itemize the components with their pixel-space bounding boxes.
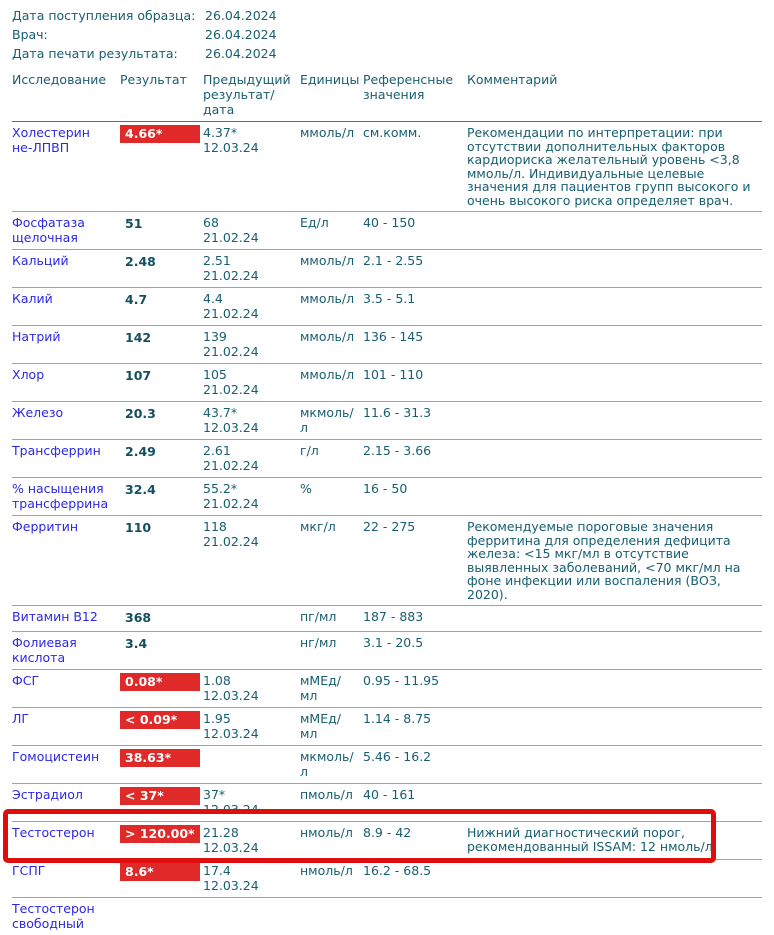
previous-value: 55.2* (203, 481, 238, 496)
table-row (12, 632, 762, 670)
reference-range: 11.6 - 31.3 (363, 405, 432, 420)
result-value-flagged: 0.08* (120, 673, 200, 691)
result-cell (120, 329, 203, 359)
units: нмоль/л (300, 825, 353, 840)
reference-range: 136 - 145 (363, 329, 424, 344)
units: нмоль/л (300, 863, 353, 878)
result-value-flagged: 8.6* (120, 863, 200, 881)
previous-date: 12.03.24 (203, 802, 259, 817)
result-cell (120, 863, 203, 893)
units: ммоль/л (300, 367, 355, 382)
units: пг/мл (300, 609, 337, 624)
comment (467, 367, 762, 397)
result-value: 51 (125, 216, 143, 231)
table-row (12, 708, 762, 746)
previous-date: 21.02.24 (203, 458, 259, 473)
table-row (12, 326, 762, 364)
result-cell (120, 749, 203, 779)
previous-result (203, 749, 300, 779)
comment (467, 901, 762, 931)
column-header-result: Результат (120, 72, 187, 87)
comment (467, 749, 762, 779)
result-cell (120, 215, 203, 245)
units: ммоль/л (300, 125, 355, 140)
result-cell (120, 367, 203, 397)
previous-date: 12.03.24 (203, 140, 259, 155)
reference-range: 3.1 - 20.5 (363, 635, 424, 650)
reference-range: 1.14 - 8.75 (363, 711, 432, 726)
test-name: Гомоцистеин (12, 749, 100, 764)
meta-label: Дата печати результата: (12, 46, 178, 61)
previous-value: 17.4 (203, 863, 231, 878)
test-name: Эстрадиол (12, 787, 83, 802)
previous-date: 12.03.24 (203, 840, 259, 855)
previous-date: 21.02.24 (203, 230, 259, 245)
comment (467, 863, 762, 893)
test-name: Хлор (12, 367, 45, 382)
result-cell (120, 825, 203, 855)
result-cell (120, 901, 203, 931)
result-value: 368 (125, 610, 152, 625)
previous-value: 1.95 (203, 711, 231, 726)
meta-label: Дата поступления образца: (12, 8, 196, 23)
previous-date: 21.02.24 (203, 496, 259, 511)
previous-result (203, 609, 300, 627)
units: % (300, 481, 312, 496)
table-header-row (12, 72, 762, 122)
result-cell (120, 443, 203, 473)
table-row (12, 288, 762, 326)
reference-range: 5.46 - 16.2 (363, 749, 432, 764)
comment (467, 635, 762, 665)
previous-date: 12.03.24 (203, 726, 259, 741)
units: ммоль/л (300, 329, 355, 344)
table-row (12, 606, 762, 632)
table-row (12, 122, 762, 212)
meta-label: Врач: (12, 27, 48, 42)
test-name: Фолиевая кислота (12, 635, 77, 665)
previous-value: 2.51 (203, 253, 231, 268)
previous-date: 21.02.24 (203, 344, 259, 359)
result-cell (120, 787, 203, 817)
previous-result (203, 329, 300, 359)
result-value: 4.7 (125, 292, 148, 307)
table-row (12, 516, 762, 606)
previous-date: 12.03.24 (203, 688, 259, 703)
previous-date: 21.02.24 (203, 534, 259, 549)
test-name: % насыщения трансферрина (12, 481, 109, 511)
previous-value: 2.61 (203, 443, 231, 458)
reference-range: 16 - 50 (363, 481, 408, 496)
units: мМЕд/мл (300, 673, 341, 703)
previous-value: 37* (203, 787, 226, 802)
result-cell (120, 405, 203, 435)
previous-date: 21.02.24 (203, 382, 259, 397)
units: г/л (300, 443, 319, 458)
result-value-flagged: > 120.00* (120, 825, 200, 843)
reference-range: 0.95 - 11.95 (363, 673, 440, 688)
table-row (12, 822, 762, 860)
units: мМЕд/мл (300, 711, 341, 741)
test-name: Фосфатаза щелочная (12, 215, 85, 245)
meta-value: 26.04.2024 (205, 8, 277, 23)
units: мкмоль/л (300, 405, 354, 435)
previous-result (203, 367, 300, 397)
meta-value: 26.04.2024 (205, 46, 277, 61)
result-value: 2.49 (125, 444, 156, 459)
result-cell (120, 711, 203, 741)
result-cell (120, 519, 203, 601)
test-name: ГСПГ (12, 863, 46, 878)
units: ммоль/л (300, 291, 355, 306)
previous-value: 68 (203, 215, 219, 230)
previous-result (203, 125, 300, 207)
result-cell (120, 291, 203, 321)
comment (467, 787, 762, 817)
reference-range: 2.15 - 3.66 (363, 443, 432, 458)
previous-result (203, 635, 300, 665)
units: мкг/л (300, 519, 336, 534)
comment (467, 329, 762, 359)
reference-range: 2.1 - 2.55 (363, 253, 424, 268)
result-cell (120, 125, 203, 207)
previous-value: 118 (203, 519, 227, 534)
previous-result (203, 519, 300, 601)
table-row (12, 440, 762, 478)
table-body (12, 122, 762, 935)
reference-range: 40 - 150 (363, 215, 416, 230)
comment (467, 253, 762, 283)
units: ммоль/л (300, 253, 355, 268)
units: пмоль/л (300, 787, 353, 802)
test-name: Кальций (12, 253, 69, 268)
table-row (12, 860, 762, 898)
result-value: 107 (125, 368, 152, 383)
table-row (12, 784, 762, 822)
previous-date: 12.03.24 (203, 878, 259, 893)
comment (467, 405, 762, 435)
table-row (12, 212, 762, 250)
result-cell (120, 635, 203, 665)
result-value: 2.48 (125, 254, 156, 269)
result-cell (120, 609, 203, 627)
reference-range: см.комм. (363, 125, 422, 140)
meta-value: 26.04.2024 (205, 27, 277, 42)
test-name: ФСГ (12, 673, 40, 688)
column-header-comment: Комментарий (467, 72, 558, 87)
test-name: Трансферрин (12, 443, 101, 458)
test-name: Натрий (12, 329, 61, 344)
result-value: 3.4 (125, 636, 148, 651)
column-header-test: Исследование (12, 72, 107, 87)
units: Ед/л (300, 215, 329, 230)
test-name: Ферритин (12, 519, 79, 534)
meta-row-sample-date (12, 6, 762, 25)
comment (467, 215, 762, 245)
reference-range: 187 - 883 (363, 609, 424, 624)
previous-result (203, 825, 300, 855)
reference-range: 22 - 275 (363, 519, 416, 534)
reference-range: 40 - 161 (363, 787, 416, 802)
result-value: 142 (125, 330, 152, 345)
table-row (12, 364, 762, 402)
column-header-previous: Предыдущий результат/дата (203, 72, 291, 117)
result-cell (120, 673, 203, 703)
meta-row-doctor (12, 25, 762, 44)
previous-value: 21.28 (203, 825, 239, 840)
previous-value: 4.37* (203, 125, 238, 140)
reference-range: 101 - 110 (363, 367, 424, 382)
table-row (12, 898, 762, 935)
result-value-flagged: < 37* (120, 787, 200, 805)
column-header-reference: Референсные значения (363, 72, 454, 102)
comment: Рекомендации по интерпретации: при отсутствии дополнительных факторов кардиориска желательный уровень <3,8 ммоль/л. Индивидуальные целевые значения для пациентов групп высокого и очень высокого риска определяет врач. (467, 125, 751, 208)
previous-result (203, 291, 300, 321)
previous-result (203, 443, 300, 473)
table-row (12, 402, 762, 440)
previous-date: 12.03.24 (203, 420, 259, 435)
table-row (12, 670, 762, 708)
comment (467, 443, 762, 473)
test-name: Тестостерон (12, 825, 95, 840)
previous-date: 21.02.24 (203, 268, 259, 283)
previous-value: 43.7* (203, 405, 238, 420)
units: мкмоль/л (300, 749, 354, 779)
comment (467, 673, 762, 703)
units (300, 901, 363, 931)
previous-result (203, 405, 300, 435)
previous-result (203, 901, 300, 931)
previous-value: 139 (203, 329, 227, 344)
test-name: Тестостерон свободный (12, 901, 95, 931)
previous-value: 4.4 (203, 291, 223, 306)
reference-range: 16.2 - 68.5 (363, 863, 432, 878)
reference-range (363, 901, 467, 931)
reference-range: 3.5 - 5.1 (363, 291, 416, 306)
previous-result (203, 215, 300, 245)
column-header-units: Единицы (300, 72, 360, 87)
units: нг/мл (300, 635, 337, 650)
previous-value: 1.08 (203, 673, 231, 688)
previous-result (203, 863, 300, 893)
comment (467, 711, 762, 741)
result-value: 110 (125, 520, 152, 535)
comment (467, 481, 762, 511)
lab-results-table (0, 72, 774, 935)
previous-result (203, 711, 300, 741)
previous-result (203, 481, 300, 511)
previous-value: 105 (203, 367, 227, 382)
result-value-flagged: < 0.09* (120, 711, 200, 729)
comment (467, 609, 762, 627)
result-cell (120, 253, 203, 283)
previous-result (203, 787, 300, 817)
test-name: ЛГ (12, 711, 30, 726)
result-value: 32.4 (125, 482, 156, 497)
table-row (12, 250, 762, 288)
test-name: Железо (12, 405, 64, 420)
previous-date: 21.02.24 (203, 306, 259, 321)
comment (467, 291, 762, 321)
result-value: 20.3 (125, 406, 156, 421)
result-value-flagged: 4.66* (120, 125, 200, 143)
previous-result (203, 673, 300, 703)
test-name: Витамин В12 (12, 609, 98, 624)
table-row (12, 746, 762, 784)
meta-row-print-date (12, 44, 762, 63)
report-meta (0, 0, 774, 63)
test-name: Калий (12, 291, 53, 306)
result-value-flagged: 38.63* (120, 749, 200, 767)
previous-result (203, 253, 300, 283)
reference-range: 8.9 - 42 (363, 825, 412, 840)
result-cell (120, 481, 203, 511)
comment: Рекомендуемые пороговые значения ферритина для определения дефицита железа: <15 мкг/мл в отсутствие выявленных заболеваний, <70 мкг/мл на фоне инфекции или воспаления (ВОЗ, 2020). (467, 519, 741, 602)
comment: Нижний диагностический порог, рекомендованный ISSAM: 12 нмоль/л (467, 825, 713, 854)
table-row (12, 478, 762, 516)
test-name: Холестерин не-ЛПВП (12, 125, 90, 155)
